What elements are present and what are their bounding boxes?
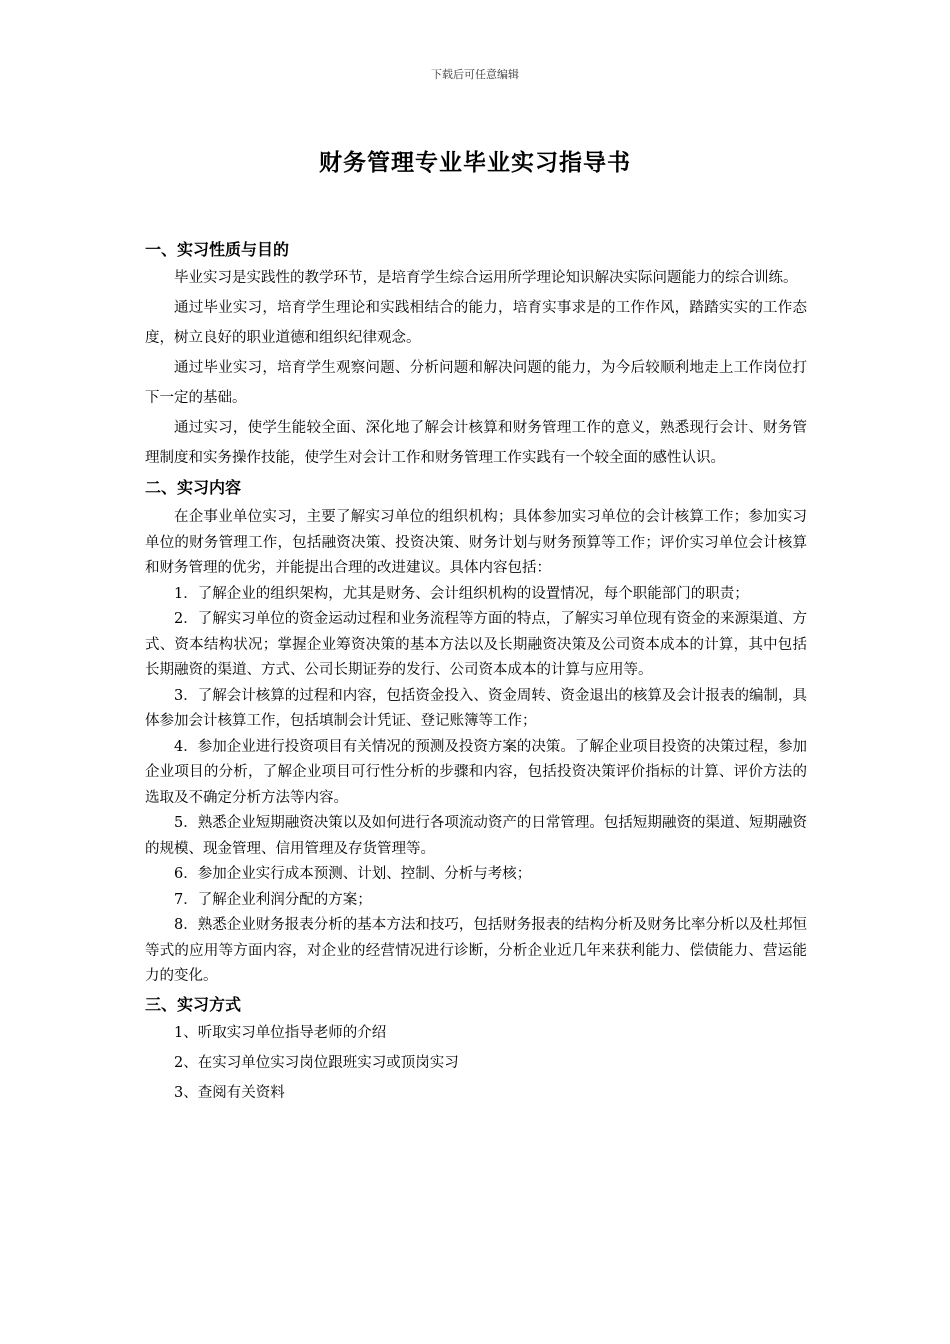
section-nature-purpose xyxy=(145,237,807,473)
paragraph: 在企事业单位实习，主要了解实习单位的组织机构；具体参加实习单位的会计核算工作；参加实习单位的财务管理工作，包括融资决策、投资决策、财务计划与财务预算等工作；评价实习单位会计核算和财务管理的优劣，并能提出合理的改进建议。具体内容包括： xyxy=(145,509,807,576)
section-content xyxy=(145,475,807,990)
list-item: 8．熟悉企业财务报表分析的基本方法和技巧，包括财务报表的结构分析及财务比率分析以及杜邦恒等式的应用等方面内容，对企业的经营情况进行诊断，分析企业近几年来获利能力、偿债能力、营运能力的变化。 xyxy=(145,917,807,984)
section-heading: 一、实习性质与目的 xyxy=(145,240,290,259)
list-item: 1．了解企业的组织架构，尤其是财务、会计组织机构的设置情况，每个职能部门的职责； xyxy=(174,585,749,602)
list-item: 6．参加企业实行成本预测、计划、控制、分析与考核； xyxy=(174,866,532,882)
section-method xyxy=(145,992,807,1108)
list-item: 2、在实习单位实习岗位跟班实习或顶岗实习 xyxy=(174,1054,459,1071)
list-item: 1、听取实习单位指导老师的介绍 xyxy=(174,1024,387,1041)
list-item: 4．参加企业进行投资项目有关情况的预测及投资方案的决策。了解企业项目投资的决策过程，参加企业项目的分析，了解企业项目可行性分析的步骤和内容，包括投资决策评价指标的计算、评价方法的选取及不确定分析方法等内容。 xyxy=(145,738,807,806)
list-item: 2．了解实习单位的资金运动过程和业务流程等方面的特点，了解实习单位现有资金的来源渠道、方式、资本结构状况；掌握企业筹资决策的基本方法以及长期融资决策及公司资本成本的计算，其中包括长期融资的渠道、方式、公司长期证券的发行、公司资本成本的计算与应用等。 xyxy=(145,611,807,678)
list-item: 7．了解企业利润分配的方案； xyxy=(174,891,372,908)
document-body xyxy=(145,237,807,1108)
header-note: 下载后可任意编辑 xyxy=(431,68,519,81)
list-item: 5．熟悉企业短期融资决策以及如何进行各项流动资产的日常管理。包括短期融资的渠道、短期融资的规模、现金管理、信用管理及存货管理等。 xyxy=(145,815,807,857)
list-item: 3．了解会计核算的过程和内容，包括资金投入、资金周转、资金退出的核算及会计报表的编制，具体参加会计核算工作，包括填制会计凭证、登记账簿等工作； xyxy=(145,687,807,729)
section-heading: 三、实习方式 xyxy=(145,994,242,1014)
section-heading: 二、实习内容 xyxy=(145,478,242,497)
list-item: 3、查阅有关资料 xyxy=(174,1084,285,1101)
paragraph: 通过毕业实习，培育学生理论和实践相结合的能力，培育实事求是的工作作风，踏踏实实的工作态度，树立良好的职业道德和组织纪律观念。 xyxy=(145,300,807,346)
document-title: 财务管理专业毕业实习指导书 xyxy=(319,150,631,176)
paragraph: 毕业实习是实践性的教学环节，是培育学生综合运用所学理论知识解决实际问题能力的综合训练。 xyxy=(174,270,798,286)
paragraph: 通过实习，使学生能较全面、深化地了解会计核算和财务管理工作的意义，熟悉现行会计、财务管理制度和实务操作技能，使学生对会计工作和财务管理工作实践有一个较全面的感性认识。 xyxy=(145,420,807,466)
paragraph: 通过毕业实习，培育学生观察问题、分析问题和解决问题的能力，为今后较顺利地走上工作岗位打下一定的基础。 xyxy=(145,360,807,406)
